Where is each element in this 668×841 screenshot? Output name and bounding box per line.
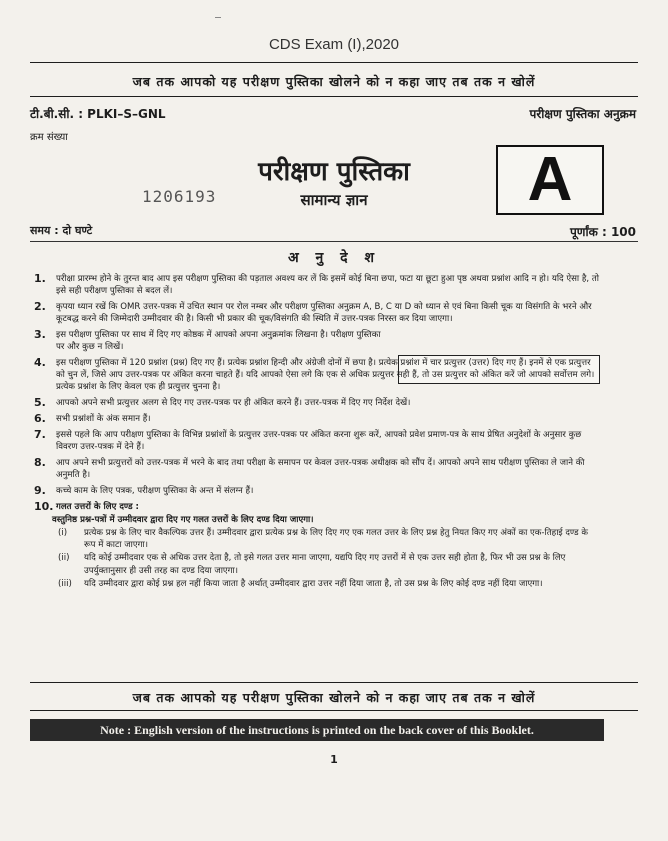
subject-name: सामान्य ज्ञान (300, 191, 368, 209)
series-letter: A (527, 145, 573, 214)
divider (30, 710, 638, 711)
english-note: Note : English version of the instructions is printed on the back cover of this Booklet. (30, 719, 604, 741)
penalty-intro: वस्तुनिष्ठ प्रश्न-पत्रों में उम्मीदवार द्वारा दिए गए गलत उत्तरों के लिए दण्ड दिया जाएगा। (52, 514, 314, 525)
warning-top: जब तक आपको यह परीक्षण पुस्तिका खोलने को न कहा जाए तब तक न खोलें (132, 74, 536, 89)
penalty-point: (i) प्रत्येक प्रश्न के लिए चार वैकल्पिक उत्तर हैं। उम्मीदवार द्वारा प्रत्येक प्रश्न के लिए दिए गए एक गलत उत्तर के लिए प्रश्न हेतु नियत किए गए अंकों का एक-तिहाई दण्ड के रूप में काटा जाएगा। (58, 528, 588, 551)
instruction-item: 9. कच्चे काम के लिए पत्रक, परीक्षण पुस्तिका के अन्त में संलग्न हैं। (34, 483, 254, 497)
divider (30, 241, 638, 242)
marks-label: पूर्णांक : 100 (569, 225, 636, 239)
series-label: परीक्षण पुस्तिका अनुक्रम (529, 107, 636, 121)
instruction-item: 6. सभी प्रश्नांशों के अंक समान हैं। (34, 412, 151, 425)
ink-mark (215, 17, 221, 18)
instruction-item: 8. आप अपने सभी प्रत्युत्तरों को उत्तर-पत्रक में भरने के बाद तथा परीक्षा के समापन पर केवल उत्तर-पत्रक अधीक्षक को सौंप दें। आपको अपने साथ परीक्षण पुस्तिका ले जाने की अनुमति है। (34, 455, 585, 480)
page-number: 1 (330, 753, 338, 766)
time-label: समय : दो घण्टे (30, 224, 93, 237)
instruction-item: 10. गलत उत्तरों के लिए दण्ड : (34, 499, 139, 513)
exam-title: CDS Exam (I),2020 (268, 36, 400, 53)
booklet-title: परीक्षण पुस्तिका (258, 157, 410, 187)
instructions-list (30, 273, 600, 590)
instruction-item: 7. इससे पहले कि आप परीक्षण पुस्तिका के विभिन्न प्रश्नांशों के प्रत्युत्तर उत्तर-पत्रक पर अंकित करना शुरू करें, आपको प्रवेश प्रमाण-पत्र के साथ प्रेषित अनुदेशों के अनुसार कुछ विवरण उत्तर-पत्रक में देने हैं। (34, 427, 582, 452)
penalty-point: (iii) यदि उम्मीदवार द्वारा कोई प्रश्न हल नहीं किया जाता है अर्थात् उम्मीदवार द्वारा उत्तर नहीं दिया जाता है, तो उस प्रश्न के लिए कोई दण्ड नहीं दिया जाएगा। (58, 578, 543, 589)
series-box (496, 145, 604, 215)
divider (30, 682, 638, 683)
instruction-item: 4. इस परीक्षण पुस्तिका में 120 प्रश्नांश (प्रश्न) दिए गए हैं। प्रत्येक प्रश्नांश हिन्दी और अंग्रेजी दोनों में छपा है। प्रत्येक प्रश्नांश में चार प्रत्युत्तर (उत्तर) दिए गए हैं। इनमें से एक प्रत्युत्तर को चुन लें, जिसे आप उत्तर-पत्रक पर अंकित करना चाहते हैं। यदि आपको ऐसा लगे कि एक से अधिक प्रत्युत्तर सही हैं, तो उस प्रत्युत्तर को अंकित करें जो आपको सर्वोत्तम लगे। प्रत्येक प्रश्नांश के लिए केवल एक ही प्रत्युत्तर चुनना है। (34, 356, 595, 393)
tbc-code: टी.बी.सी. : PLKI–S–GNL (30, 107, 166, 121)
penalty-point: (ii) यदि कोई उम्मीदवार एक से अधिक उत्तर देता है, तो इसे गलत उत्तर माना जाएगा, यद्यपि दिए गए उत्तरों में से एक उत्तर सही होता है, फिर भी उस प्रश्न के लिए उपर्युक्तानुसार ही उसी तरह का दण्ड दिया जाएगा। (58, 553, 566, 576)
serial-label: क्रम संख्या (30, 132, 68, 143)
instructions-heading: अ नु दे श (287, 250, 381, 266)
instruction-item: 1. परीक्षा प्रारम्भ होने के तुरन्त बाद आप इस परीक्षण पुस्तिका की पड़ताल अवश्य कर लें कि इसमें कोई बिना छपा, फटा या छूटा हुआ पृष्ठ अथवा प्रश्नांश आदि न हो। यदि ऐसा है, तो इसे सही परीक्षण पुस्तिका से बदल लें। (34, 272, 600, 297)
instruction-item: 5. आपको अपने सभी प्रत्युत्तर अलग से दिए गए उत्तर-पत्रक पर ही अंकित करने हैं। उत्तर-पत्रक में दिए गए निर्देश देखें। (34, 396, 411, 410)
divider (30, 96, 638, 97)
warning-bottom: जब तक आपको यह परीक्षण पुस्तिका खोलने को न कहा जाए तब तक न खोलें (132, 690, 536, 705)
instruction-item: 2. कृपया ध्यान रखें कि OMR उत्तर-पत्रक में उचित स्थान पर रोल नम्बर और परीक्षण पुस्तिका अनुक्रम A, B, C या D को ध्यान से एवं बिना किसी चूक या विसंगति के भरने और कूटबद्ध करने की जिम्मेदारी उम्मीदवार की है। किसी भी प्रकार की चूक/विसंगति की स्थिति में उत्तर-पत्रक निरस्त कर दिया जाएगा। (34, 300, 592, 325)
serial-number: 1206193 (142, 187, 217, 206)
divider (30, 62, 638, 63)
instruction-item: 3. इस परीक्षण पुस्तिका पर साथ में दिए गए कोष्ठक में आपको अपना अनुक्रमांक लिखना है। परीक्षण पुस्तिका पर और कुछ न लिखें। (34, 328, 381, 353)
